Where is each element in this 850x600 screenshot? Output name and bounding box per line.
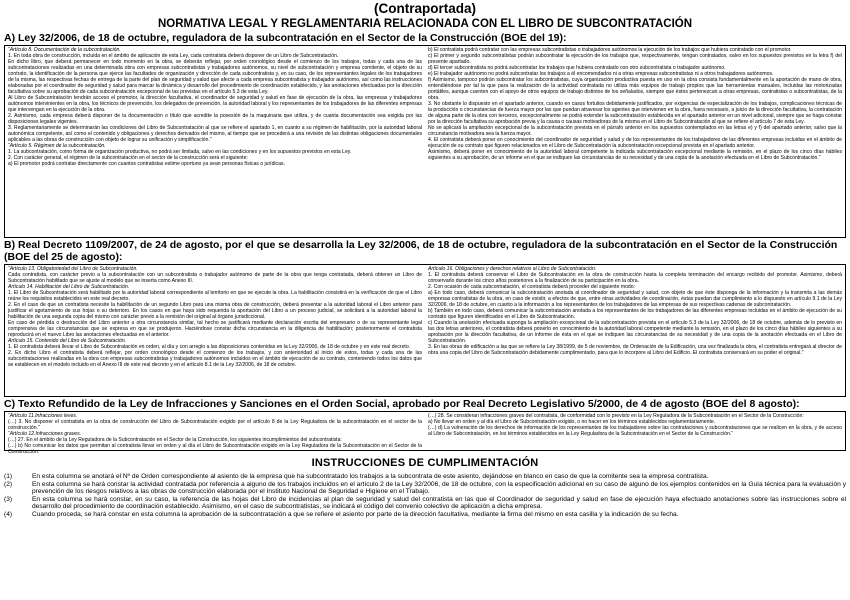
section-c-right-column [425, 412, 845, 450]
legal-paragraph: (…) 3. No disponer el contratista en la obra de construcción del Libro de Subcontratación exigido por el artículo 8 de la Ley Reguladora de la subcontratación en el sector de la construcción.” [8, 419, 422, 431]
section-a-box [4, 45, 846, 238]
section-c-left-column [5, 412, 425, 455]
section-a-heading: A) Ley 32/2006, de 18 de octubre, reguladora de la subcontratación en el Sector de la Construcción (BOE del 19): [4, 32, 567, 44]
legal-paragraph: 1. El contratista deberá llevar el Libro de Subcontratación en orden, al día y con arreglo a las disposiciones contenidas en la Ley 32/2006, de 18 de octubre y en este real decreto. [8, 344, 411, 350]
legal-paragraph: Artículo 14. Habilitación del Libro de Subcontratación. [8, 284, 130, 290]
instruction-item [4, 473, 846, 481]
legal-paragraph: a) No llevar en orden y al día el Libro de Subcontratación exigido, o no hacer en los términos establecidos reglamentariamente. [428, 419, 716, 425]
legal-paragraph: a) El promotor podrá contratar directamente con cuantos contratistas estime oportuno ya sean personas físicas o jurídicas. [8, 161, 285, 167]
legal-paragraph: 2. En el caso de que un contratista necesite la habilitación de un segundo Libro para una misma obra de construcción, deberá presentar a la autoridad laboral el Libro anterior para justificar el agotamiento de sus hojas o su deterioro. En los casos en que haya sido requerida la aportación del Libro a un proceso judicial, se solicitará a la autoridad laboral la habilitación de una segunda copia del mismo con carácter previo a la remisión del original al órgano jurisdiccional. [8, 302, 422, 320]
legal-paragraph: (…) d) La vulneración de los derechos de información de los representantes de los trabajadores sobre las contrataciones y subcontrataciones que se realicen en la obra, y de acceso al Libro de Subcontratación, en los términos establecidos en la Ley Reguladora de la Subcontratación en el Sector de la Construcción.” [428, 425, 842, 437]
instruction-text: En esta columna se hará constar la actividad contratada por referencia a alguno de los trabajos incluidos en el artículo 2 de la Ley 32/2006, de 18 de octubre, con la especificación adicional en su caso de alguno de los ejemplos contenidos en la Guía técnica para la evaluación y prevención de los riesgos relativos a las obras de construcción elaborada por el Instituto Nacional de Seguridad e Higiene en el Trabajo. [32, 480, 846, 495]
legal-paragraph: (…) 27. En el ámbito de la Ley Reguladora de la Subcontratación en el Sector de la Construcción, los siguientes incumplimientos del subcontratista: [8, 437, 342, 443]
instruction-text: En esta columna se hará constar, en su caso, la referencia de las hojas del Libro de incidencias al plan de seguridad y salud del contratista en las que el Coordinador de seguridad y salud en fase de ejecución haya efectuado anotaciones sobre las instrucciones sobre el desarrollo del procedimiento de coordinación establecido. Asimismo, en el caso de subcontratistas, se indicará el código del convenio colectivo de aplicación a dicha empresa. [32, 495, 846, 510]
section-b-right-column [425, 265, 845, 396]
legal-paragraph: “Artículo 12.Infracciones graves. [8, 431, 82, 437]
legal-paragraph: 3. No obstante lo dispuesto en el apartado anterior, cuando en casos fortuitos debidamente justificados, por exigencias de especialización de los trabajos, complicaciones técnicas de la producción o circunstancias de fuerza mayor por las que puedan atravesar los agentes que intervienen en la obra, fuera necesario, a juicio de la dirección facultativa, la contratación de alguna parte de la obra con terceros, excepcionalmente se podrá extender la subcontratación establecida en el apartado anterior en un nivel adicional, siempre que se haga constar por la dirección facultativa su aprobación previa y la causa o causas motivadoras de la misma en el Libro de Subcontratación al que se refiere el artículo 7 de esta Ley. [428, 101, 842, 125]
legal-paragraph: 2. Con carácter general, el régimen de la subcontratación en el sector de la construcción será el siguiente: [8, 155, 248, 161]
instruction-number: (2) [4, 480, 13, 488]
legal-paragraph: c) Cuando la anotación efectuada suponga la ampliación excepcional de la subcontratación prevista en el artículo 5.3 de la Ley 32/2006, de 18 de octubre, además de lo previsto en las dos letras anteriores, el contratista deberá ponerlo en conocimiento de la autoridad laboral competente mediante la remisión, en el plazo de los cinco días hábiles siguientes a su aprobación por la dirección facultativa, de un informe de ésta en el que se indiquen las circunstancias de su necesidad y de una copia de la anotación efectuada en el Libro de Subcontratación. [428, 320, 842, 344]
legal-paragraph: Artículo 15. Contenido del Libro de Subcontratación. [8, 338, 127, 344]
legal-paragraph: 4. El contratista deberá poner en conocimiento del coordinador de seguridad y salud y de los representantes de los trabajadores de las diferentes empresas incluidas en el ámbito de ejecución de su contrato que figuren relacionados en el Libro de Subcontratación la subcontratación excepcional prevista en el apartado anterior. [428, 137, 842, 149]
section-b-box [4, 264, 846, 397]
legal-paragraph: 1. El Libro de Subcontratación será habilitado por la autoridad laboral correspondiente al territorio en que se ejecute la obra. La habilitación consistirá en la verificación de que el Libro reúne los requisitos establecidos en este real decreto. [8, 290, 422, 302]
document-title: NORMATIVA LEGAL Y REGLAMENTARIA RELACIONADA CON EL LIBRO DE SUBCONTRATACIÓN [157, 18, 693, 30]
section-c-heading: C) Texto Refundido de la Ley de Infracciones y Sanciones en el Orden Social, aprobado por Real Decreto Legislativo 5/2000, de 4 de agosto (BOE del 8 agosto): [4, 398, 800, 410]
instruction-number: (1) [4, 473, 13, 480]
instruction-item [4, 511, 846, 519]
legal-paragraph: 1. El contratista deberá conservar el Libro de Subcontratación en la obra de construcción hasta la completa terminación del encargo recibido del promotor. Asimismo, deberá conservarlo durante los cinco años posteriores a la finalización de su participación en la obra. [428, 272, 842, 284]
section-a-right-column [425, 46, 845, 237]
legal-paragraph: “Artículo 8. Documentación de la subcontratación. [8, 47, 121, 53]
legal-paragraph: c) El primer y segundo subcontratistas podrán subcontratar la ejecución de los trabajos que, respectivamente, tengan contratados, salvo en los supuestos previstos en la letra f) del presente apartado. [428, 53, 842, 65]
legal-paragraph: 2. Con ocasión de cada subcontratación, el contratista deberá proceder del siguiente modo: [428, 284, 635, 290]
legal-paragraph: “Artículo 13. Obligatoriedad del Libro de Subcontratación. [8, 266, 138, 272]
instruction-number: (3) [4, 495, 13, 503]
legal-paragraph: b) El contratista podrá contratar con las empresas subcontratistas o trabajadores autónomos la ejecución de los trabajos que hubiera contratado con el promotor. [428, 47, 792, 53]
legal-paragraph: f) Asimismo, tampoco podrán subcontratar los subcontratistas, cuya organización productiva puesta en uso en la obra consista fundamentalmente en la aportación de mano de obra, entendiéndose por tal la que para la realización de la actividad contratada no utiliza más equipos de trabajo propios que las herramientas manuales, incluidas las motorizadas portátiles, aunque cuenten con el apoyo de otros equipos de trabajo distintos de los señalados, siempre que éstos pertenezcan a otras empresas, contratistas o subcontratistas, de la obra. [428, 77, 842, 101]
legal-paragraph: 2. Asimismo, cada empresa deberá disponer de la documentación o título que acredite la posesión de la maquinaria que utiliza, y de cuanta documentación sea exigida por las disposiciones legales vigentes. [8, 113, 422, 125]
legal-paragraph: 1. En toda obra de construcción, incluida en el ámbito de aplicación de esta Ley, cada contratista deberá disponer de un Libro de Subcontratación. [8, 53, 339, 59]
instruction-text: En esta columna se anotará el Nº de Orden correspondiente al asiento de la empresa que ha subcontratado los trabajos a la subcontrata de este asiento, dejándose en blanco en caso de que la comitente sea la empresa contratista. [32, 473, 709, 480]
section-c-box [4, 411, 846, 455]
legal-paragraph: Asimismo, deberá poner en conocimiento de la autoridad laboral competente la indicada subcontratación excepcional mediante la remisión, en el plazo de los cinco días hábiles siguientes a su aprobación, de un informe en el que se indiquen las circunstancias de su necesidad y de una copia de la anotación efectuada en el Libro de Subcontratación.” [428, 149, 842, 161]
legal-paragraph: 3. Reglamentariamente se determinarán las condiciones del Libro de Subcontratación al que se refiere el apartado 1, en cuanto a su régimen de habilitación, por la autoridad laboral autonómica competente, así como el contenido y obligaciones y derechos derivados del mismo, al tiempo que se procederá a una revisión de las distintas obligaciones documentales aplicables a las obras de construcción con objeto de lograr su unificación y simplificación.” [8, 125, 422, 143]
instructions-title: INSTRUCCIONES DE CUMPLIMENTACIÓN [311, 457, 539, 469]
legal-paragraph: “Artículo 5. Régimen de la subcontratación. [8, 143, 106, 149]
legal-paragraph: b) También en todo caso, deberá comunicar la subcontratación anotada a los representantes de los trabajadores de las diferentes empresas incluidas en el ámbito de ejecución de su contrato que figuren identificados en el Libro de Subcontratación. [428, 308, 842, 320]
section-b-heading: B) Real Decreto 1109/2007, de 24 de agosto, por el que se desarrolla la Ley 32/2006, de 18 de octubre, reguladora de la subcontratación en el Sector de la Construcción (BOE del 25 de agosto): [4, 239, 838, 263]
legal-paragraph: (…) b) No comunicar los datos que permitan al contratista llevar en orden y al día el Libro de Subcontratación exigido en la Ley Reguladora de la Subcontratación en el Sector de la Construcción. [8, 443, 422, 455]
section-a-left-column [5, 46, 425, 237]
instruction-item [4, 496, 846, 511]
legal-paragraph: d) El tercer subcontratista no podrá subcontratar los trabajos que hubiera contratado con otro subcontratista o trabajador autónomo. [428, 65, 726, 71]
instruction-item [4, 481, 846, 496]
legal-paragraph: En dicho libro, que deberá permanecer en todo momento en la obra, se deberán reflejar, por orden cronológico desde el comienzo de los trabajos, todas y cada una de las subcontrataciones realizadas en una determinada obra con empresas subcontratistas y trabajadores autónomos, su nivel de subcontratación y empresa comitente, el objeto de su contrato, la identificación de la persona que ejerce las facultades de organización y dirección de cada subcontratista y, en su caso, de los representantes legales de los trabajadores de la misma, las respectivas fechas de entrega de la parte del plan de seguridad y salud que afecte a cada empresa subcontratista y trabajador autónomo, así como las instrucciones elaboradas por el coordinador de seguridad y salud para marcar la dinámica y desarrollo del procedimiento de coordinación establecido, y las anotaciones efectuadas por la dirección facultativa sobre su aprobación de cada subcontratación excepcional de las previstas en el artículo 5.3 de esta Ley. [8, 59, 422, 95]
section-b-left-column [5, 265, 425, 396]
legal-paragraph: (…) 28. Se consideran infracciones graves del contratista, de conformidad con lo previsto en la Ley Reguladora de la Subcontratación en el Sector de la Construcción: [428, 413, 804, 419]
legal-paragraph: 2. En dicho Libro el contratista deberá reflejar, por orden cronológico desde el comienzo de los trabajos, y con anterioridad al inicio de estos, todas y cada una de las subcontrataciones realizadas en la obra con empresas subcontratistas y trabajadores autónomos incluidos en el ámbito de ejecución de su contrato, conteniendo todos los datos que se establecen en el modelo incluido en el Anexo III de este real decreto y en el artículo 8.1 de la Ley 32/2006, de 18 de octubre. [8, 350, 422, 368]
legal-paragraph: 3. En las obras de edificación a las que se refiere la Ley 38/1999, de 5 de noviembre, de Ordenación de la Edificación, una vez finalizada la obra, el contratista entregará al director de obra una copia del Libro de Subcontratación debidamente cumplimentado, para que lo incorpore al Libro del Edificio. El contratista conservará en su poder el original.” [428, 344, 842, 356]
legal-paragraph: “Artículo 11.Infracciones leves. [8, 413, 78, 419]
legal-paragraph: 1. La subcontratación, como forma de organización productiva, no podrá ser limitada, salvo en las condiciones y en los supuestos previstos en esta Ley. [8, 149, 352, 155]
legal-paragraph: Al Libro de Subcontratación tendrán acceso el promotor, la dirección facultativa, el coordinador de seguridad y salud en fase de ejecución de la obra, las empresas y trabajadores autónomos intervinientes en la obra, los técnicos de prevención, los delegados de prevención, la autoridad laboral y los representantes de los trabajadores de las diferentes empresas que intervengan en la ejecución de la obra. [8, 95, 422, 113]
legal-paragraph: Cada contratista, con carácter previo a la subcontratación con un subcontratista o trabajador autónomo de parte de la obra que tenga contratada, deberá obtener un Libro de Subcontratación habilitado que se ajuste al modelo que se inserta como Anexo III. [8, 272, 422, 284]
legal-paragraph: a) En todo caso, deberá comunicar la subcontratación anotada al coordinador de seguridad y salud, con objeto de que éste disponga de la información y la transmita a las demás empresas contratistas de la obra, en caso de existir, a efectos de que, entre otras actividades de coordinación, éstas puedan dar cumplimiento a lo dispuesto en artículo 9.1 de la Ley 32/2006, de 18 de octubre, en cuanto a la información a los representantes de los trabajadores de las empresas de sus respectivas cadenas de subcontratación. [428, 290, 842, 308]
cover-label: (Contraportada) [374, 1, 476, 16]
instruction-text: Cuando proceda, se hará constar en esta columna la aprobación de la subcontratación a que se refiere el asiento por parte de la dirección facultativa, mediante la firma del mismo en esta casilla y la indicación de su fecha. [32, 510, 679, 518]
legal-paragraph: En caso de pérdida o destrucción del Libro anterior u otra circunstancia similar, tal hecho se justificará mediante declaración escrita del empresario o de su representante legal comprensiva de las circunstancias que se expresa en que se produjeron. Haciéndose constar dicha circunstancia en la diligencia de habilitación; posteriormente el contratista reproducirá en el nuevo Libro las anotaciones efectuadas en el anterior. [8, 320, 422, 338]
instruction-number: (4) [4, 510, 13, 518]
legal-paragraph: e) El trabajador autónomo no podrá subcontratar los trabajos a él encomendados ni a otras empresas subcontratistas ni a otros trabajadores autónomos. [428, 71, 774, 77]
instructions-list [4, 473, 846, 518]
legal-paragraph: Artículo 16. Obligaciones y derechos relativos al Libro de Subcontratación. [428, 266, 597, 272]
legal-paragraph: No se aplicará la ampliación excepcional de la subcontratación prevista en el párrafo anterior en los supuestos contemplados en las letras e) y f) del apartado anterior, salvo que la circunstancia motivadora sea la fuerza mayor. [428, 125, 842, 137]
